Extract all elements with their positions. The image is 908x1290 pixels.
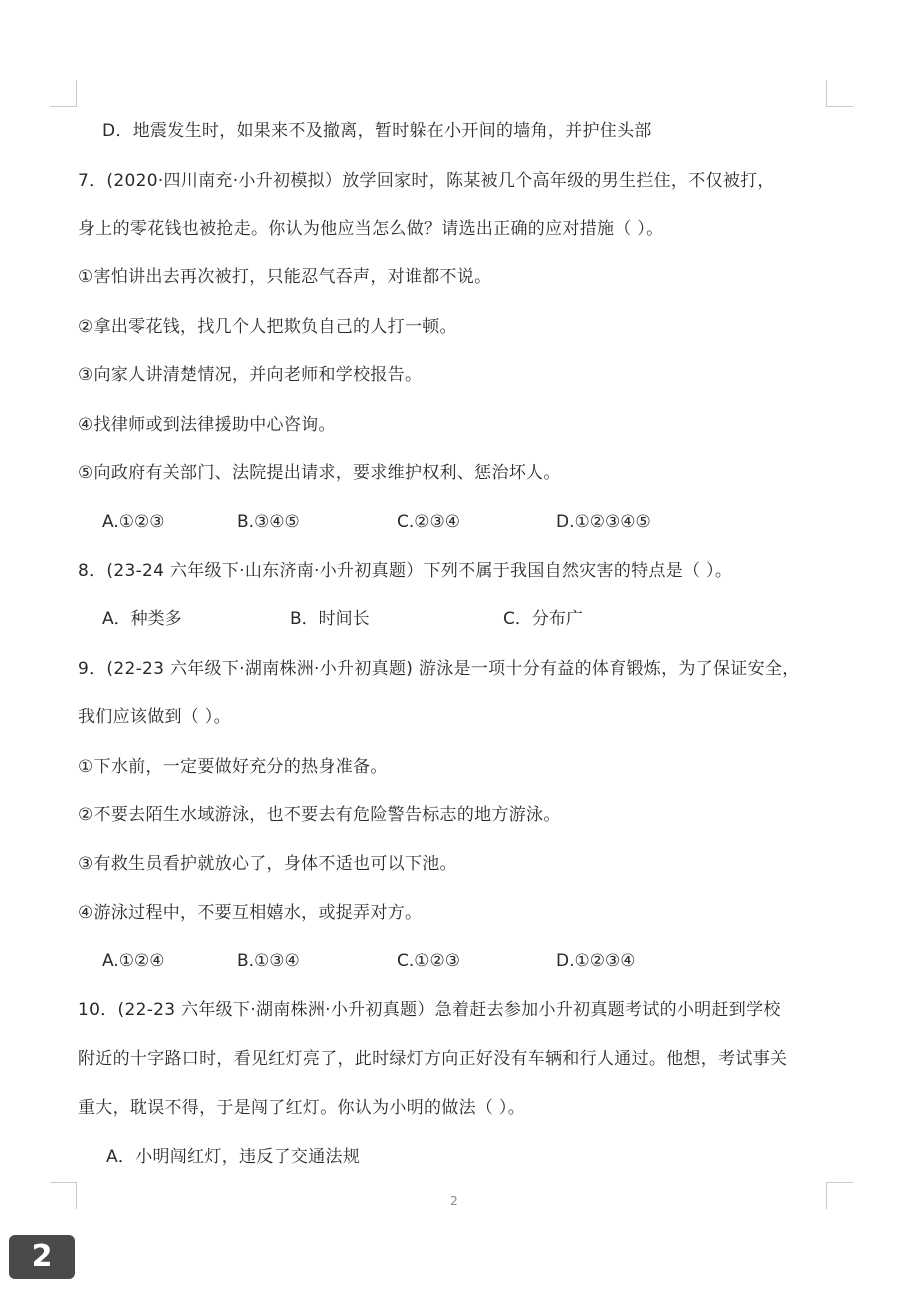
question-9-statement-2: ②不要去陌生水域游泳，也不要去有危险警告标志的地方游泳。 bbox=[78, 805, 561, 825]
question-6-option-d: D．地震发生时，如果来不及撤离，暂时躲在小开间的墙角，并护住头部 bbox=[102, 121, 652, 141]
page-badge: 2 bbox=[9, 1235, 75, 1279]
question-9-statement-3: ③有救生员看护就放心了，身体不适也可以下池。 bbox=[78, 854, 457, 874]
question-9-option-a: A.①②④ bbox=[102, 951, 165, 971]
question-10-text-line-1: 10．(22-23 六年级下·湖南株洲·小升初真题）急着赶去参加小升初真题考试的小明赶到学校 bbox=[78, 1000, 781, 1020]
question-7-statement-2: ②拿出零花钱，找几个人把欺负自己的人打一顿。 bbox=[78, 317, 457, 337]
question-9-option-c: C.①②③ bbox=[397, 951, 460, 971]
question-9-text-line-2: 我们应该做到（ ）。 bbox=[78, 707, 231, 727]
question-9-option-b: B.①③④ bbox=[237, 951, 300, 971]
margin-mark-top-right bbox=[826, 80, 853, 107]
question-9-option-d: D.①②③④ bbox=[556, 951, 636, 971]
question-8-option-c: C．分布广 bbox=[503, 609, 583, 629]
question-9-text-line-1: 9．(22-23 六年级下·湖南株洲·小升初真题) 游泳是一项十分有益的体育锻炼，为了保证安全， bbox=[78, 659, 800, 679]
question-7-text-line-1: 7．(2020·四川南充·小升初模拟）放学回家时，陈某被几个高年级的男生拦住，不仅被打， bbox=[78, 171, 775, 191]
question-9-statement-4: ④游泳过程中，不要互相嬉水，或捉弄对方。 bbox=[78, 903, 423, 923]
question-7-option-b: B.③④⑤ bbox=[237, 512, 300, 532]
question-7-option-d: D.①②③④⑤ bbox=[556, 512, 651, 532]
question-10-text-line-2: 附近的十字路口时，看见红灯亮了，此时绿灯方向正好没有车辆和行人通过。他想，考试事关 bbox=[78, 1049, 788, 1069]
question-7-option-a: A.①②③ bbox=[102, 512, 165, 532]
question-7-text-line-2: 身上的零花钱也被抢走。你认为他应当怎么做？请选出正确的应对措施（ ）。 bbox=[78, 219, 664, 239]
question-10-text-line-3: 重大，耽误不得，于是闯了红灯。你认为小明的做法（ ）。 bbox=[78, 1098, 526, 1118]
page-number: 2 bbox=[450, 1194, 458, 1208]
question-7-option-c: C.②③④ bbox=[397, 512, 460, 532]
question-7-statement-5: ⑤向政府有关部门、法院提出请求，要求维护权利、惩治坏人。 bbox=[78, 463, 561, 483]
question-7-statement-4: ④找律师或到法律援助中心咨询。 bbox=[78, 415, 336, 435]
question-7-statement-3: ③向家人讲清楚情况，并向老师和学校报告。 bbox=[78, 365, 423, 385]
question-8-option-a: A．种类多 bbox=[102, 609, 182, 629]
question-8-option-b: B．时间长 bbox=[290, 609, 370, 629]
question-10-option-a: A．小明闯红灯，违反了交通法规 bbox=[106, 1147, 361, 1167]
question-7-statement-1: ①害怕讲出去再次被打，只能忍气吞声，对谁都不说。 bbox=[78, 267, 492, 287]
margin-mark-top-left bbox=[50, 80, 77, 107]
question-9-statement-1: ①下水前，一定要做好充分的热身准备。 bbox=[78, 757, 388, 777]
question-8-text: 8．(23-24 六年级下·山东济南·小升初真题）下列不属于我国自然灾害的特点是（ ）。 bbox=[78, 561, 733, 581]
